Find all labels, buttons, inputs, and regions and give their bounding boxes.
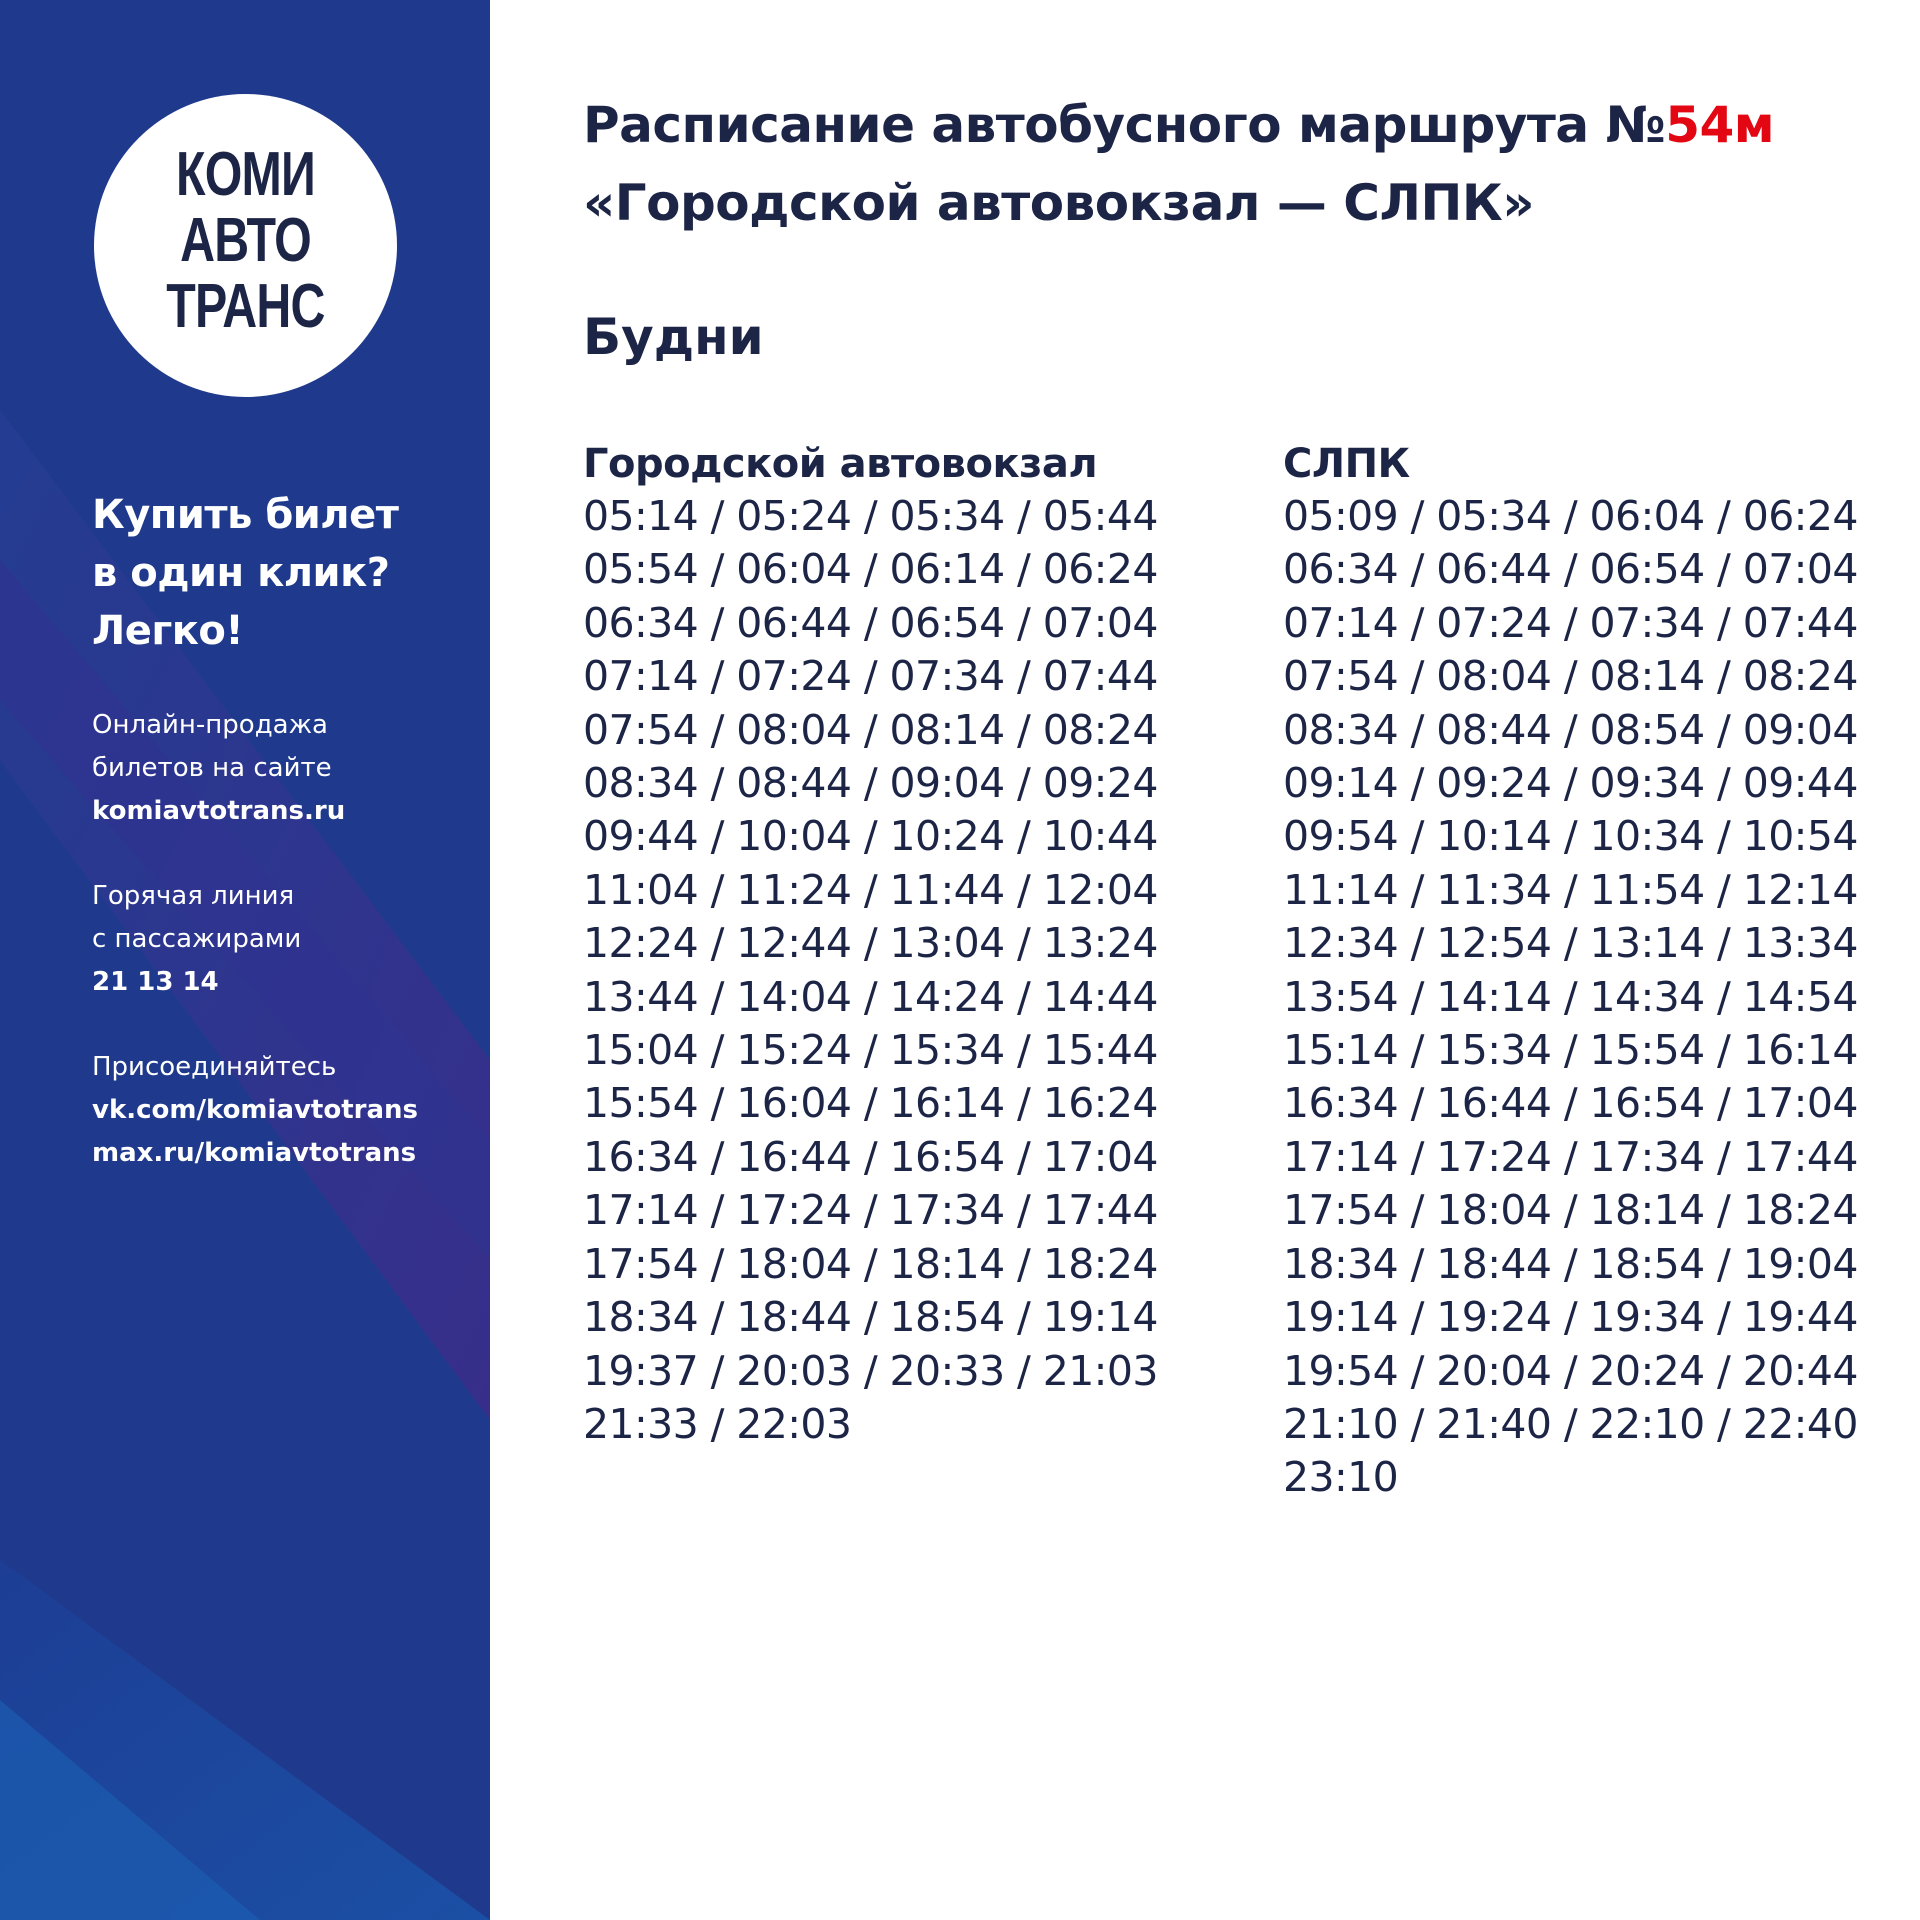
logo-line: АВТО: [180, 206, 311, 275]
route-name: «Городской автовокзал — СЛПК»: [583, 174, 1535, 232]
website-link[interactable]: komiavtotrans.ru: [92, 796, 346, 826]
logo-line: ТРАНС: [166, 272, 325, 341]
time-row: 15:04 / 15:24 / 15:34 / 15:44: [583, 1026, 1158, 1075]
time-row: 18:34 / 18:44 / 18:54 / 19:14: [583, 1293, 1158, 1342]
time-row: 21:10 / 21:40 / 22:10 / 22:40: [1283, 1399, 1858, 1448]
column-stop-name: СЛПК: [1283, 441, 1410, 487]
time-row: 16:34 / 16:44 / 16:54 / 17:04: [583, 1132, 1158, 1181]
max-link[interactable]: max.ru/komiavtotrans: [92, 1138, 417, 1168]
time-row: 07:14 / 07:24 / 07:34 / 07:44: [1283, 598, 1858, 647]
column-stop-name: Городской автовокзал: [583, 441, 1098, 487]
time-row: 11:04 / 11:24 / 11:44 / 12:04: [583, 865, 1158, 914]
time-row: 17:54 / 18:04 / 18:14 / 18:24: [1283, 1186, 1858, 1235]
hotline-block: [92, 875, 482, 1004]
schedule-column-bus-station: [583, 434, 1223, 1451]
title-prefix: Расписание автобусного маршрута №: [583, 96, 1666, 154]
time-row: 18:34 / 18:44 / 18:54 / 19:04: [1283, 1239, 1858, 1288]
hotline-phone: 21 13 14: [92, 967, 219, 997]
time-row: 06:34 / 06:44 / 06:54 / 07:04: [1283, 545, 1858, 594]
time-row: 19:37 / 20:03 / 20:33 / 21:03: [583, 1346, 1158, 1395]
time-row: 05:14 / 05:24 / 05:34 / 05:44: [583, 492, 1158, 540]
promo-headline-line: Купить билет: [92, 492, 399, 538]
time-row: 07:54 / 08:04 / 08:14 / 08:24: [583, 705, 1158, 754]
hotline-line: Горячая линия: [92, 881, 295, 911]
time-row: 08:34 / 08:44 / 09:04 / 09:24: [583, 759, 1158, 808]
time-row: 12:34 / 12:54 / 13:14 / 13:34: [1283, 919, 1858, 968]
promo-headline-line: Легко!: [92, 608, 244, 654]
online-sales-line: билетов на сайте: [92, 753, 332, 783]
time-row: 19:54 / 20:04 / 20:24 / 20:44: [1283, 1346, 1858, 1395]
online-sales-block: [92, 704, 482, 833]
time-row: 07:54 / 08:04 / 08:14 / 08:24: [1283, 652, 1858, 701]
promo-headline: [92, 486, 472, 660]
sidebar-panel: [0, 0, 490, 1920]
time-row: 13:44 / 14:04 / 14:24 / 14:44: [583, 972, 1158, 1021]
online-sales-line: Онлайн-продажа: [92, 710, 328, 740]
company-logo: [94, 94, 397, 397]
time-row: 07:14 / 07:24 / 07:34 / 07:44: [583, 652, 1158, 701]
schedule-type-heading: Будни: [583, 308, 764, 366]
time-row: 16:34 / 16:44 / 16:54 / 17:04: [1283, 1079, 1858, 1128]
time-row: 13:54 / 14:14 / 14:34 / 14:54: [1283, 972, 1858, 1021]
time-row: 15:54 / 16:04 / 16:14 / 16:24: [583, 1079, 1158, 1128]
time-row: 09:54 / 10:14 / 10:34 / 10:54: [1283, 812, 1858, 861]
route-number: 54м: [1665, 96, 1775, 154]
time-row: 08:34 / 08:44 / 08:54 / 09:04: [1283, 705, 1858, 754]
page-title: [583, 86, 1883, 242]
time-row: 11:14 / 11:34 / 11:54 / 12:14: [1283, 865, 1858, 914]
time-row: 17:54 / 18:04 / 18:14 / 18:24: [583, 1239, 1158, 1288]
promo-headline-line: в один клик?: [92, 550, 390, 596]
time-row: 21:33 / 22:03: [583, 1399, 852, 1448]
time-row: 15:14 / 15:34 / 15:54 / 16:14: [1283, 1026, 1858, 1075]
time-row: 23:10: [1283, 1453, 1399, 1502]
schedule-column-slpk: [1283, 434, 1913, 1505]
social-block: [92, 1046, 482, 1175]
time-row: 05:09 / 05:34 / 06:04 / 06:24: [1283, 492, 1858, 540]
time-row: 12:24 / 12:44 / 13:04 / 13:24: [583, 919, 1158, 968]
time-row: 09:14 / 09:24 / 09:34 / 09:44: [1283, 759, 1858, 808]
time-row: 09:44 / 10:04 / 10:24 / 10:44: [583, 812, 1158, 861]
hotline-line: с пассажирами: [92, 924, 302, 954]
vk-link[interactable]: vk.com/komiavtotrans: [92, 1095, 419, 1125]
time-row: 19:14 / 19:24 / 19:34 / 19:44: [1283, 1293, 1858, 1342]
time-row: 05:54 / 06:04 / 06:14 / 06:24: [583, 545, 1158, 594]
social-line: Присоединяйтесь: [92, 1052, 337, 1082]
time-row: 17:14 / 17:24 / 17:34 / 17:44: [1283, 1132, 1858, 1181]
logo-line: КОМИ: [175, 140, 316, 209]
time-row: 17:14 / 17:24 / 17:34 / 17:44: [583, 1186, 1158, 1235]
time-row: 06:34 / 06:44 / 06:54 / 07:04: [583, 598, 1158, 647]
